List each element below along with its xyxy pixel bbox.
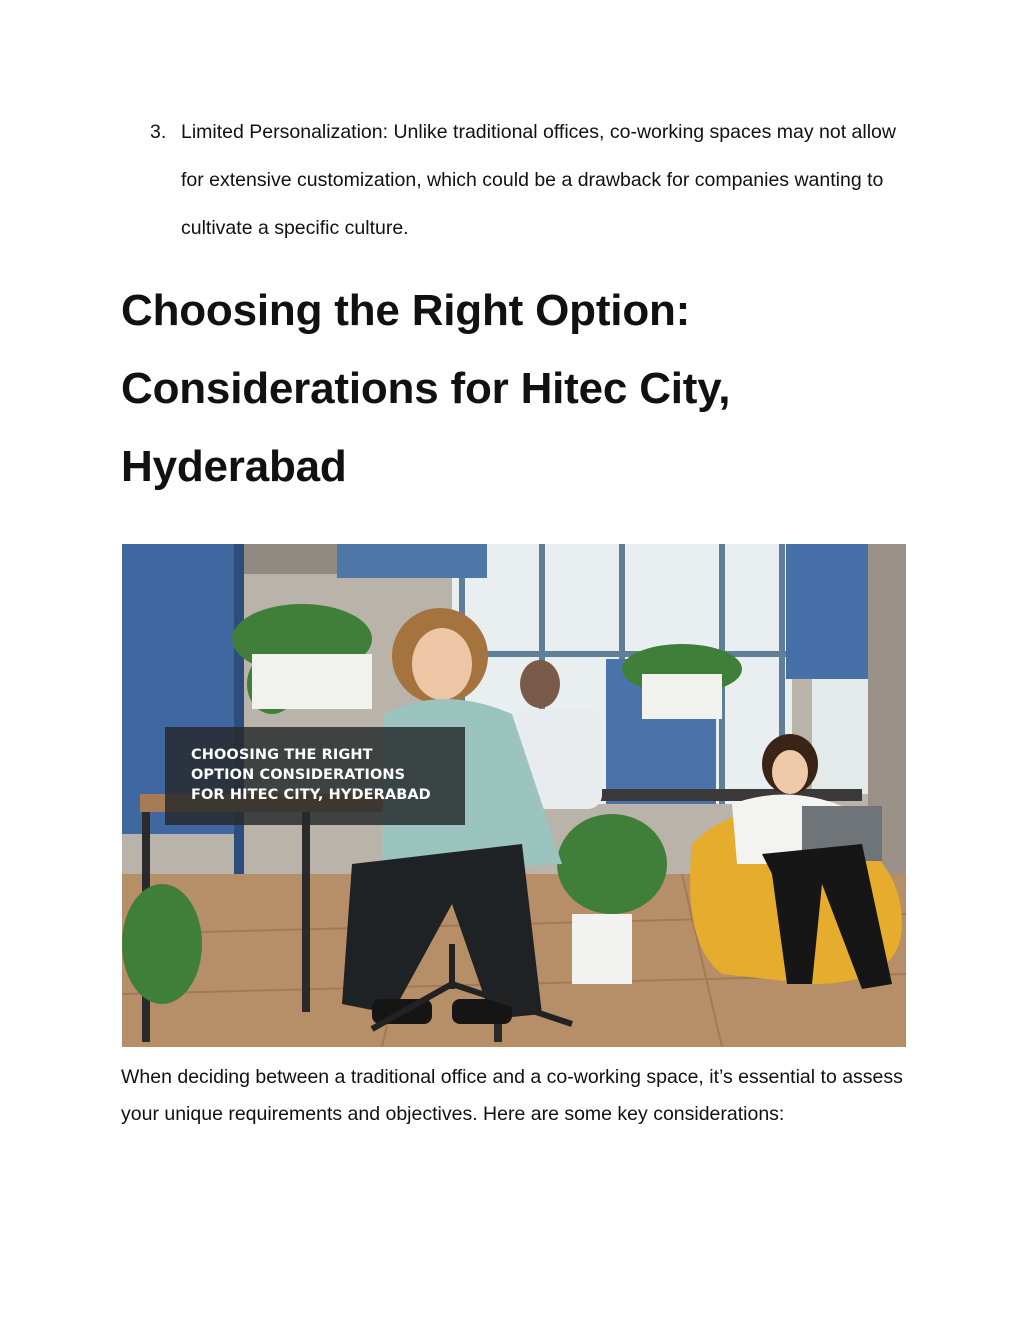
list-number: 3.	[150, 121, 167, 143]
caption-line: OPTION CONSIDERATIONS	[191, 767, 406, 783]
body-paragraph: When deciding between a traditional office and a co-working space, it’s essential to assess your unique requirements and objectives. Here are some key considerations:	[121, 1066, 903, 1125]
caption-line: CHOOSING THE RIGHT	[191, 747, 373, 763]
caption-line: FOR HITEC CITY, HYDERABAD	[191, 787, 431, 803]
image-caption-text	[191, 745, 461, 805]
section-heading: Choosing the Right Option: Considerations for Hitec City, Hyderabad	[121, 286, 731, 491]
image-caption-overlay	[165, 727, 465, 825]
coworking-office-photo	[122, 544, 906, 1047]
list-item-text: Limited Personalization: Unlike traditional offices, co-working spaces may not allow for extensive customization, which could be a drawback for companies wanting to cultivate a specific culture.	[181, 121, 896, 239]
